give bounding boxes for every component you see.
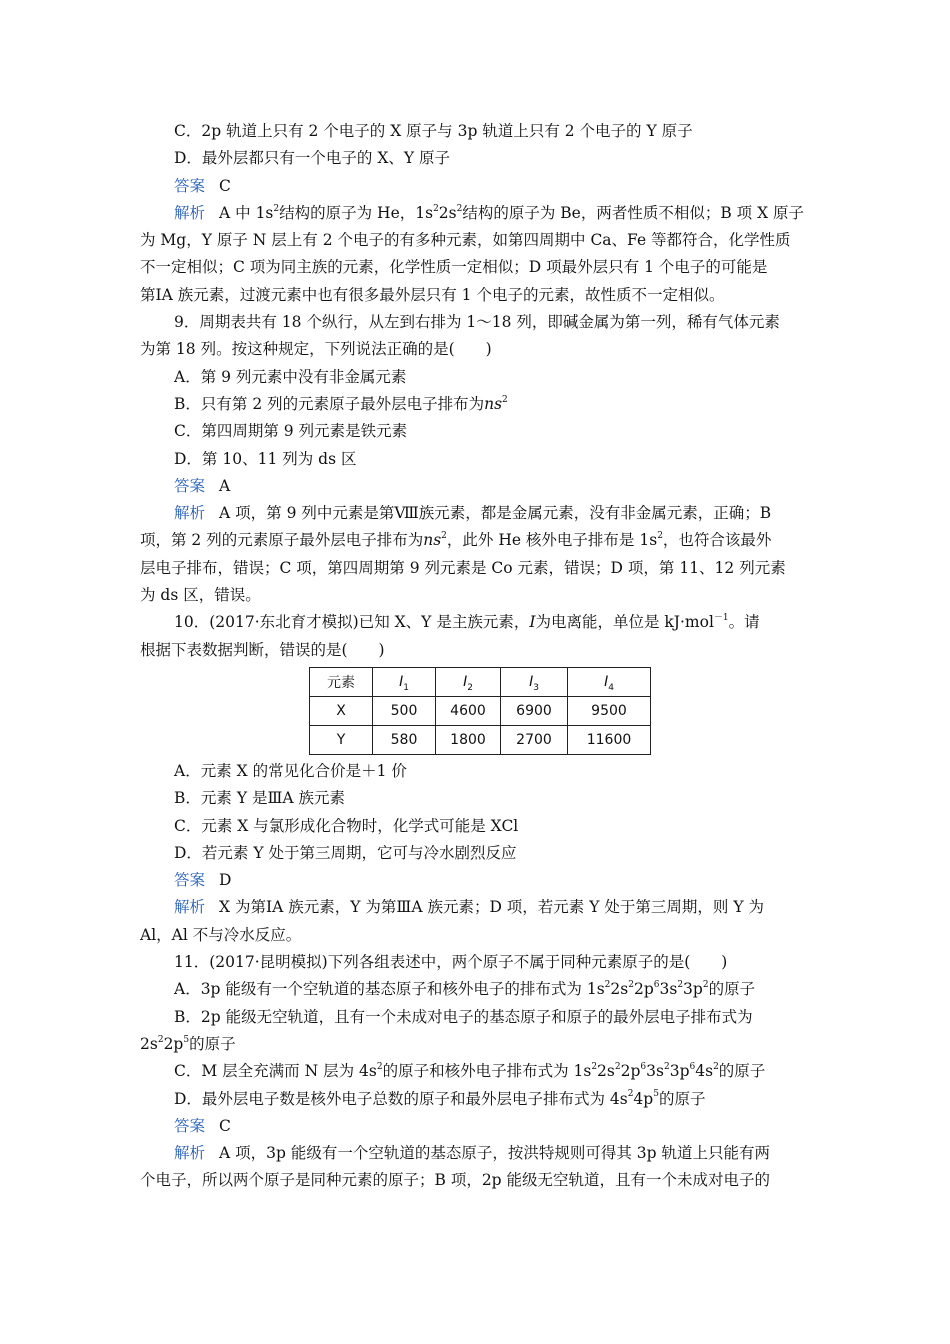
table-cell: 11600 bbox=[568, 725, 651, 754]
answer-value: A bbox=[219, 476, 231, 495]
table-row bbox=[310, 725, 651, 754]
answer-label: 答案 bbox=[174, 1116, 206, 1135]
answer-value: C bbox=[219, 1116, 231, 1135]
table-header-cell: $I_1$ bbox=[373, 667, 436, 696]
q11-option-d: D．最外层电子数是核外电子总数的原子和最外层电子排布式为 $4s^24p^5$的原子 bbox=[174, 1089, 706, 1108]
table-row bbox=[310, 696, 651, 725]
q11-option-a: A．3p 能级有一个空轨道的基态原子和核外电子的排布式为 $1s^22s^22p^63s^23p^2$的原子 bbox=[174, 980, 756, 999]
q11-option-c: C．M 层全充满而 N 层为 $4s^2$的原子和核外电子排布式为 $1s^22s^22p^63s^23p^64s^2$的原子 bbox=[174, 1062, 766, 1081]
q10-analysis-line-2: Al，Al 不与冷水反应。 bbox=[140, 925, 302, 944]
q8-analysis-line-4: 第ⅠA 族元素，过渡元素中也有很多最外层只有 1 个电子的元素，故性质不一定相似。 bbox=[140, 285, 725, 304]
q8-option-d: D．最外层都只有一个电子的 X、Y 原子 bbox=[174, 149, 451, 168]
q9-analysis-line-4: 为 ds 区，错误。 bbox=[140, 586, 261, 605]
table-cell: X bbox=[310, 696, 373, 725]
table-header-cell: $I_4$ bbox=[568, 667, 651, 696]
analysis-label: 解析 bbox=[174, 203, 206, 222]
document-content bbox=[140, 118, 812, 1195]
table-cell: Y bbox=[310, 725, 373, 754]
q10-option-d: D．若元素 Y 处于第三周期，它可与冷水剧烈反应 bbox=[174, 843, 517, 862]
q8-option-c: C．2p 轨道上只有 2 个电子的 X 原子与 3p 轨道上只有 2 个电子的 Y 原子 bbox=[174, 122, 693, 140]
analysis-label: 解析 bbox=[174, 898, 206, 917]
table-header-row bbox=[310, 667, 651, 696]
answer-label: 答案 bbox=[174, 176, 206, 195]
answer-label: 答案 bbox=[174, 476, 206, 495]
answer-value: C bbox=[219, 176, 231, 195]
q8-answer bbox=[140, 173, 812, 200]
q10-option-c: C．元素 X 与氯形成化合物时，化学式可能是 XCl bbox=[174, 816, 519, 835]
answer-label: 答案 bbox=[174, 871, 206, 890]
analysis-label: 解析 bbox=[174, 1144, 206, 1163]
q11-option-b-line-1: B．2p 能级无空轨道，且有一个未成对电子的基态原子和原子的最外层电子排布式为 bbox=[174, 1007, 753, 1026]
table-cell: 580 bbox=[373, 725, 436, 754]
table-cell: 1800 bbox=[436, 725, 501, 754]
q10-analysis-line-1: 解析 X 为第ⅠA 族元素，Y 为第ⅢA 族元素；D 项，若元素 Y 处于第三周期，则 Y 为 bbox=[174, 898, 764, 917]
q10-answer bbox=[140, 867, 812, 894]
table-header-cell: 元素 bbox=[310, 667, 373, 696]
q9-analysis-line-2: 项，第 2 列的元素原子最外层电子排布为$ns^2$，此外 He 核外电子排布是 $1s^2$，也符合该最外 bbox=[140, 531, 772, 550]
q11-analysis-line-2: 个电子，所以两个原子是同种元素的原子；B 项，2p 能级无空轨道，且有一个未成对电子的 bbox=[140, 1171, 771, 1190]
table-cell: 9500 bbox=[568, 696, 651, 725]
table-header-cell: $I_2$ bbox=[436, 667, 501, 696]
q8-analysis-line-1: 解析 A 中 $1s^2$结构的原子为 He，$1s^22s^2$结构的原子为 Be，两者性质不相似；B 项 X 原子 bbox=[174, 203, 805, 222]
q9-option-c: C．第四周期第 9 列元素是铁元素 bbox=[174, 422, 408, 441]
q9-stem-line-2: 为第 18 列。按这种规定，下列说法正确的是( ) bbox=[140, 340, 492, 359]
q11-answer bbox=[140, 1113, 812, 1140]
q11-option-b-line-2: $2s^22p^5$的原子 bbox=[140, 1034, 236, 1053]
q9-option-d: D．第 10、11 列为 ds 区 bbox=[174, 449, 357, 468]
q9-analysis-line-3: 层电子排布，错误；C 项，第四周期第 9 列元素是 Co 元素，错误；D 项，第 11、12 列元素 bbox=[140, 558, 786, 577]
q10-option-a: A．元素 X 的常见化合价是＋1 价 bbox=[174, 761, 407, 780]
table-cell: 6900 bbox=[501, 696, 568, 725]
q9-stem-line-1: 9．周期表共有 18 个纵行，从左到右排为 1～18 列，即碱金属为第一列，稀有气体元素 bbox=[174, 313, 780, 332]
answer-value: D bbox=[219, 871, 232, 890]
table-header-cell: $I_3$ bbox=[501, 667, 568, 696]
q9-answer bbox=[140, 473, 812, 500]
q11-analysis-line-1: 解析 A 项，3p 能级有一个空轨道的基态原子，按洪特规则可得其 3p 轨道上只能有两 bbox=[174, 1144, 770, 1163]
q11-stem: 11．(2017·昆明模拟)下列各组表述中，两个原子不属于同种元素原子的是( ) bbox=[174, 953, 728, 972]
q8-analysis-line-2: 为 Mg，Y 原子 N 层上有 2 个电子的有多种元素，如第四周期中 Ca、Fe 等都符合，化学性质 bbox=[140, 231, 791, 250]
q10-stem-line-2: 根据下表数据判断，错误的是( ) bbox=[140, 640, 385, 659]
q9-analysis-line-1: 解析 A 项，第 9 列中元素是第Ⅷ族元素，都是金属元素，没有非金属元素，正确；B bbox=[174, 504, 772, 523]
q9-option-a: A．第 9 列元素中没有非金属元素 bbox=[174, 367, 407, 386]
table-cell: 500 bbox=[373, 696, 436, 725]
q8-analysis-line-3: 不一定相似；C 项为同主族的元素，化学性质一定相似；D 项最外层只有 1 个电子的可能是 bbox=[140, 258, 768, 277]
q10-option-b: B．元素 Y 是ⅢA 族元素 bbox=[174, 789, 346, 808]
q9-option-b: B．只有第 2 列的元素原子最外层电子排布为$ns^2$ bbox=[174, 394, 508, 413]
ionization-energy-table bbox=[309, 667, 651, 755]
q10-stem-line-1: 10．(2017·东北育才模拟)已知 X、Y 是主族元素，I为电离能，单位是 kJ·mol$^{-1}$。请 bbox=[174, 613, 760, 632]
table-cell: 4600 bbox=[436, 696, 501, 725]
table-cell: 2700 bbox=[501, 725, 568, 754]
analysis-label: 解析 bbox=[174, 504, 206, 523]
